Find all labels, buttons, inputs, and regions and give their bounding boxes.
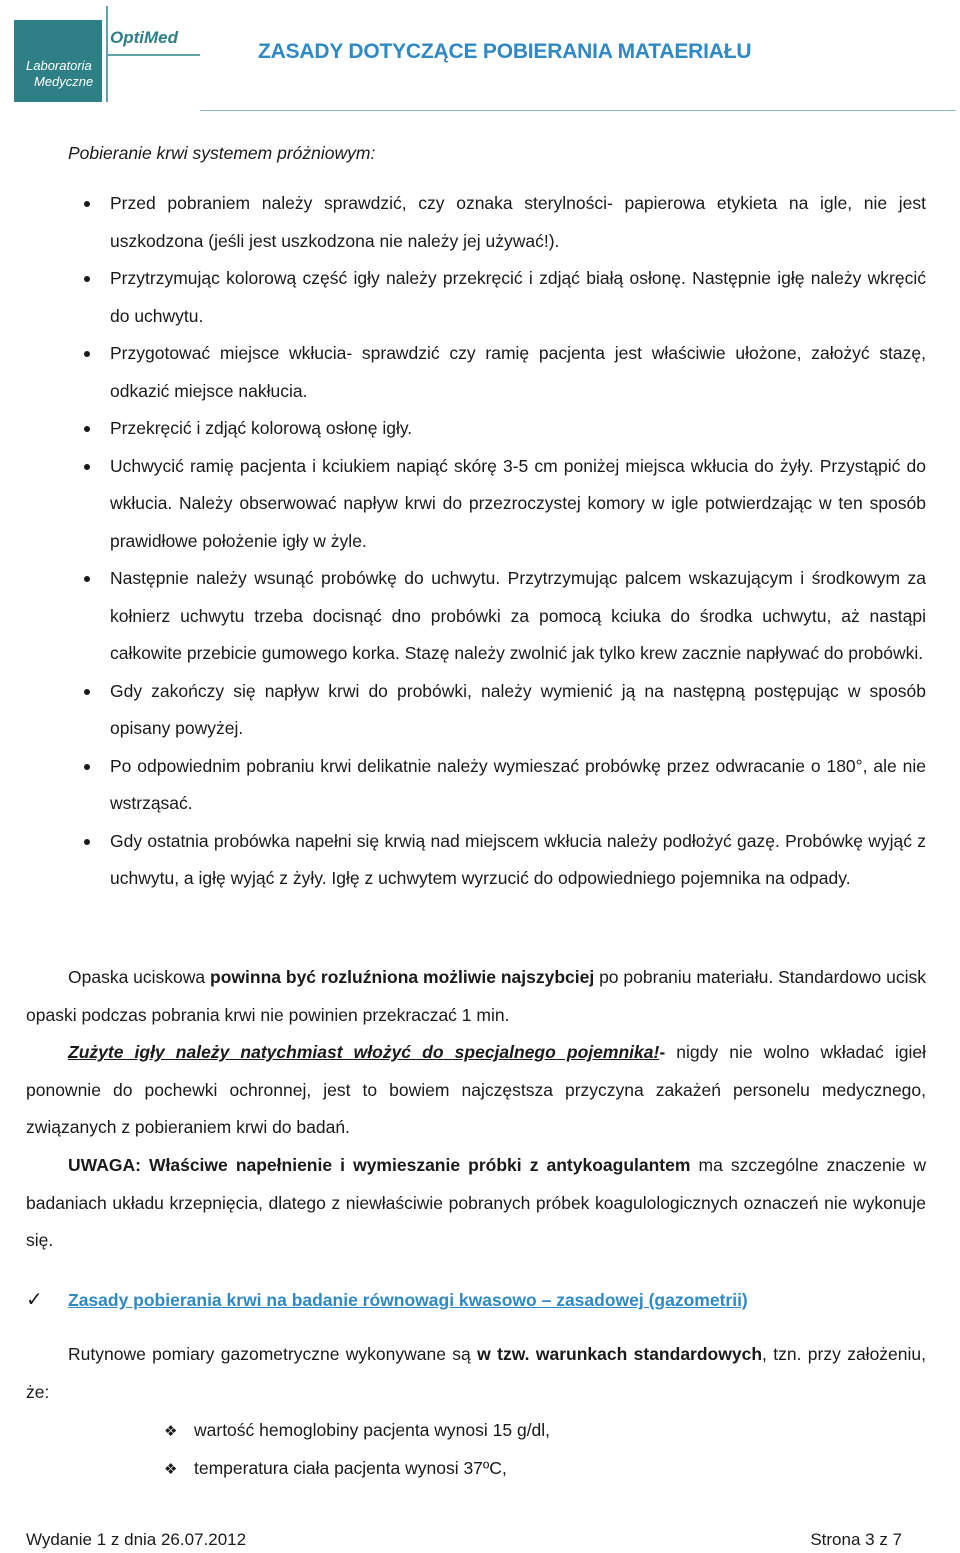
list-item: ❖ wartość hemoglobiny pacjenta wynosi 15 g/dl, bbox=[164, 1411, 550, 1449]
list-item: Przygotować miejsce wkłucia- sprawdzić czy ramię pacjenta jest właściwie ułożone, założyć stazę, odkazić miejsce nakłucia. bbox=[84, 335, 926, 410]
procedure-list bbox=[84, 185, 926, 898]
list-item: Przekręcić i zdjąć kolorową osłonę igły. bbox=[84, 410, 926, 448]
diamond-bullet-icon: ❖ bbox=[164, 1460, 178, 1478]
logo-underline bbox=[108, 54, 200, 56]
bullet-icon bbox=[84, 689, 90, 695]
section-heading: Pobieranie krwi systemem próżniowym: bbox=[68, 143, 376, 163]
optimed-logo bbox=[14, 6, 200, 102]
bullet-icon bbox=[84, 764, 90, 770]
document-title: ZASADY DOTYCZĄCE POBIERANIA MATAERIAŁU bbox=[258, 40, 752, 63]
footer-edition: Wydanie 1 z dnia 26.07.2012 bbox=[26, 1530, 247, 1549]
bullet-icon bbox=[84, 276, 90, 282]
logo-line1: Laboratoria bbox=[26, 58, 92, 73]
logo-line2: Medyczne bbox=[34, 74, 94, 89]
needles-paragraph: Zużyte igły należy natychmiast włożyć do specjalnego pojemnika!- nigdy nie wolno wkładać igieł ponownie do pochewki ochronnej, jest to bowiem najczęstsza przyczyna zakażeń personelu medycznego, związanych z pobieraniem krwi do badań. bbox=[26, 1042, 926, 1137]
list-item: ❖ temperatura ciała pacjenta wynosi 37ºC, bbox=[164, 1449, 550, 1487]
list-item: Przed pobraniem należy sprawdzić, czy oznaka sterylności- papierowa etykieta na igle, nie jest uszkodzona (jeśli jest uszkodzona nie należy jej używać!). bbox=[84, 185, 926, 260]
header-divider bbox=[200, 110, 956, 111]
list-item: Po odpowiednim pobraniu krwi delikatnie należy wymieszać probówkę przez odwracanie o 180°, ale nie wstrząsać. bbox=[84, 748, 926, 823]
list-item: Gdy zakończy się napływ krwi do probówki, należy wymienić ją na następną postępując w sposób opisany powyżej. bbox=[84, 673, 926, 748]
standard-conditions-paragraph: Rutynowe pomiary gazometryczne wykonywane są w tzw. warunkach standardowych, tzn. przy założeniu, że: bbox=[26, 1344, 926, 1402]
logo-brand: OptiMed bbox=[110, 28, 178, 47]
footer-page-number: Strona 3 z 7 bbox=[810, 1530, 902, 1549]
checkmark-icon: ✓ bbox=[26, 1287, 43, 1311]
page-header bbox=[0, 0, 960, 112]
list-item: Przytrzymując kolorową część igły należy przekręcić i zdjąć białą osłonę. Następnie igłę należy wkręcić do uchwytu. bbox=[84, 260, 926, 335]
list-item: Następnie należy wsunąć probówkę do uchwytu. Przytrzymując palcem wskazującym i środkowym za kołnierz uchwytu trzeba docisnąć dno probówki za pomocą kciuka do środka uchwytu, aż nastąpi całkowite przebicie gumowego korka. Stazę należy zwolnić jak tylko krew zacznie napływać do probówki. bbox=[84, 560, 926, 673]
diamond-bullet-icon: ❖ bbox=[164, 1422, 178, 1440]
bullet-icon bbox=[84, 576, 90, 582]
conditions-list bbox=[164, 1411, 550, 1487]
tourniquet-paragraph: Opaska uciskowa powinna być rozluźniona możliwie najszybciej po pobraniu materiału. Standardowo ucisk opaski podczas pobrania krwi nie powinien przekraczać 1 min. bbox=[26, 967, 926, 1025]
bullet-icon bbox=[84, 426, 90, 432]
list-item: Uchwycić ramię pacjenta i kciukiem napiąć skórę 3-5 cm poniżej miejsca wkłucia do żyły. Przystąpić do wkłucia. Należy obserwować napływ krwi do przezroczystej komory w igle potwierdzając w ten sposób prawidłowe położenie igły w żyle. bbox=[84, 448, 926, 561]
bullet-icon bbox=[84, 351, 90, 357]
section2-heading bbox=[26, 1287, 926, 1319]
bullet-icon bbox=[84, 839, 90, 845]
gasometry-title: Zasady pobierania krwi na badanie równowagi kwasowo – zasadowej (gazometrii) bbox=[68, 1290, 748, 1310]
warning-paragraph: UWAGA: Właściwe napełnienie i wymieszanie próbki z antykoagulantem ma szczególne znaczenie w badaniach układu krzepnięcia, dlatego z niewłaściwie pobranych próbek koagulologicznych oznaczeń nie wykonuje się. bbox=[26, 1155, 926, 1250]
bullet-icon bbox=[84, 201, 90, 207]
list-item: Gdy ostatnia probówka napełni się krwią nad miejscem wkłucia należy podłożyć gazę. Probówkę wyjąć z uchwytu, a igłę wyjąć z żyły. Igłę z uchwytem wyrzucić do odpowiedniego pojemnika na odpady. bbox=[84, 823, 926, 898]
bullet-icon bbox=[84, 464, 90, 470]
